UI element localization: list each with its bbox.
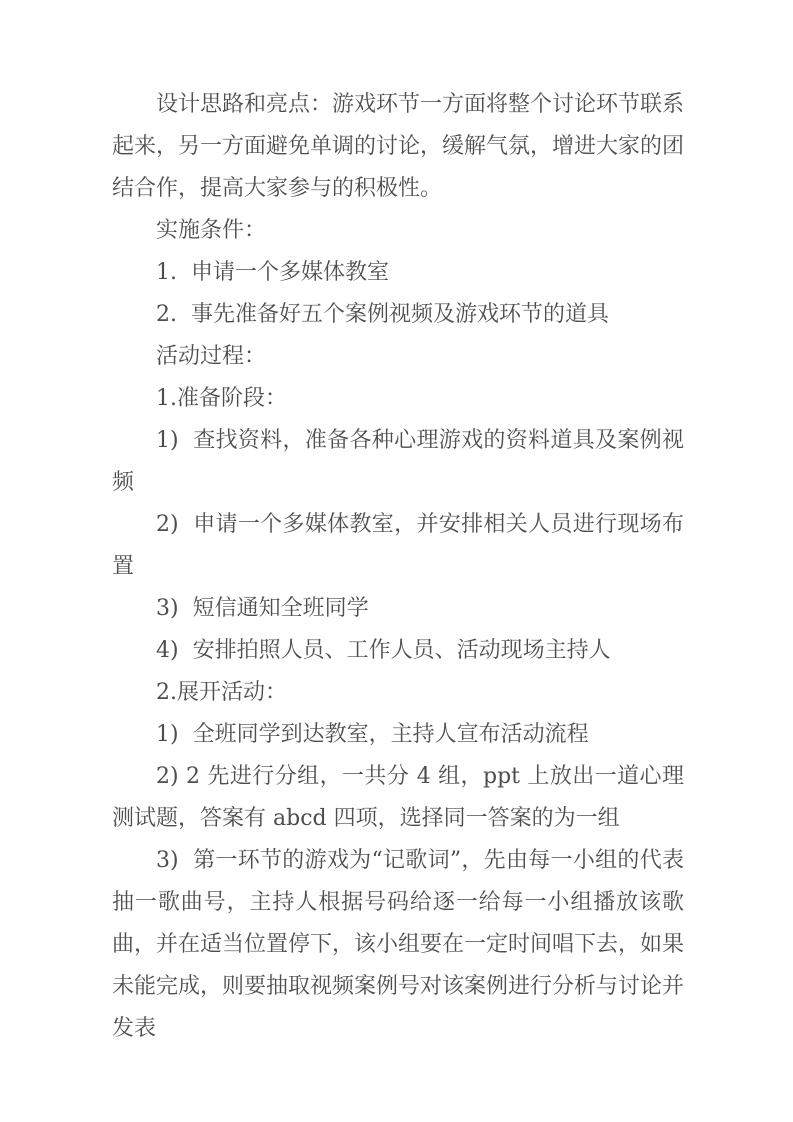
paragraph-stage-1-item-3: 3) 短信通知全班同学 [156, 596, 369, 621]
paragraph-stage-2-item-3: 3) 第一环节的游戏为“记歌词”，先由每一小组的代表抽一歌曲号，主持人根据号码给逐一给每一小组播放该歌曲，并在适当位置停下，该小组要在一定时间唱下去，如果未能完成，则要抽取视频案例号对该案例进行分析与讨论并发表 [112, 848, 685, 1041]
paragraph-condition-1: 1. 申请一个多媒体教室 [156, 260, 389, 285]
paragraph-process-heading: 活动过程： [156, 344, 267, 369]
paragraph-stage-2-item-1: 1) 全班同学到达教室，主持人宣布活动流程 [156, 722, 589, 747]
paragraph-stage-1-heading: 1.准备阶段： [156, 386, 287, 411]
paragraph-stage-2-heading: 2.展开活动： [156, 680, 287, 705]
paragraph-stage-2-item-2: 2) 2 先进行分组，一共分 4 组，ppt 上放出一道心理测试题，答案有 abcd 四项，选择同一答案的为一组 [112, 764, 684, 831]
paragraph-stage-1-item-2: 2) 申请一个多媒体教室，并安排相关人员进行现场布置 [112, 512, 684, 579]
paragraph-condition-2: 2. 事先准备好五个案例视频及游戏环节的道具 [156, 302, 609, 327]
paragraph-design-ideas: 设计思路和亮点：游戏环节一方面将整个讨论环节联系起来，另一方面避免单调的讨论，缓解气氛，增进大家的团结合作，提高大家参与的积极性。 [112, 92, 685, 201]
paragraph-conditions-heading: 实施条件： [156, 218, 267, 243]
paragraph-stage-1-item-1: 1) 查找资料，准备各种心理游戏的资料道具及案例视频 [112, 428, 684, 495]
document-content [112, 84, 684, 1050]
paragraph-stage-1-item-4: 4) 安排拍照人员、工作人员、活动现场主持人 [156, 638, 611, 663]
